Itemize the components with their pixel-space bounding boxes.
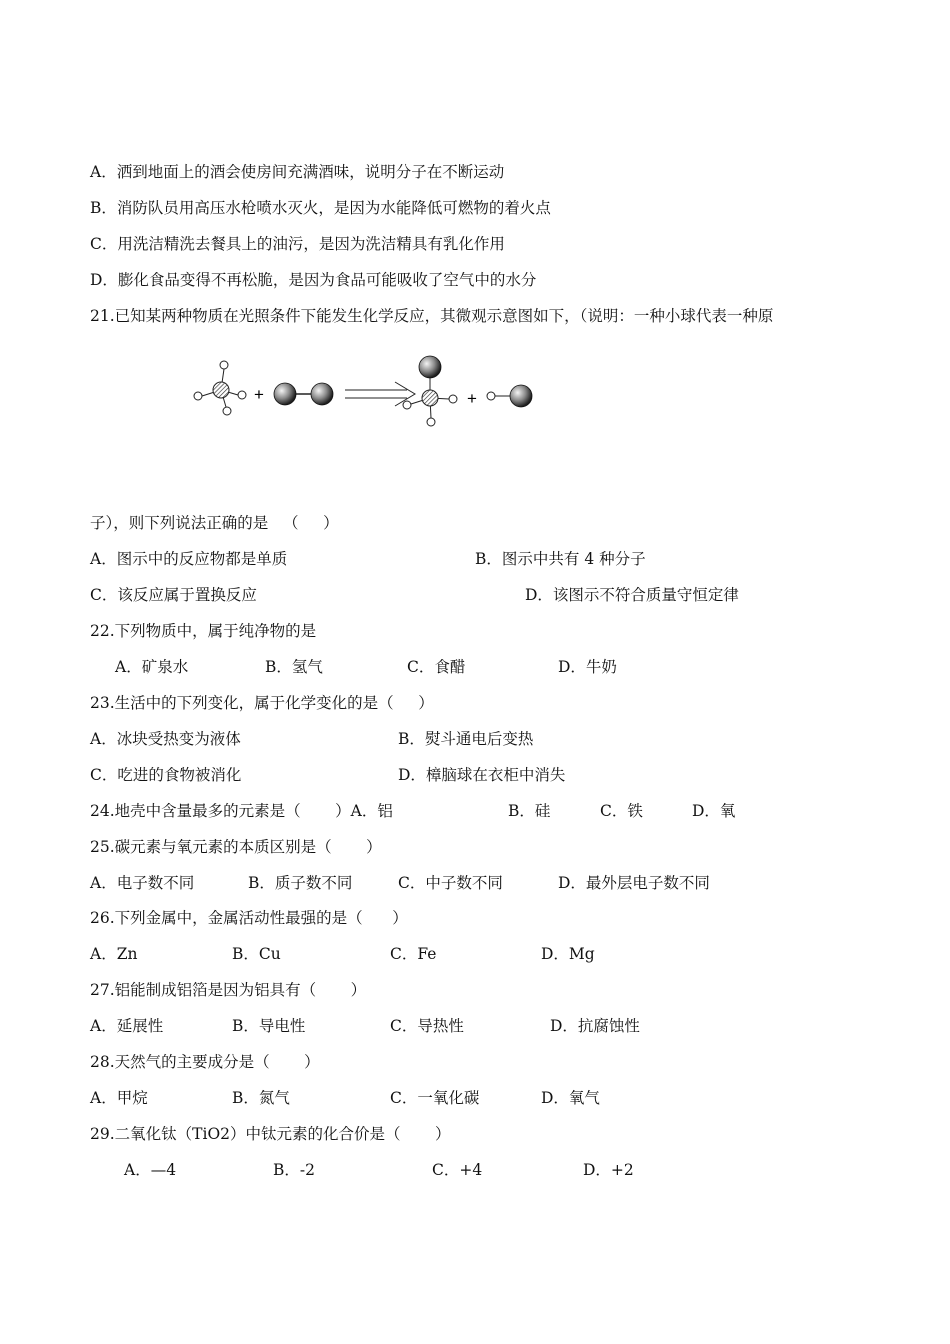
plus-sign-2: + [467, 389, 477, 408]
q27-option-a: A．延展性 [90, 1017, 164, 1035]
q21-stem-line2: 子），则下列说法正确的是 （ ） [90, 514, 339, 532]
q23-option-c: C．吃进的食物被消化 [90, 766, 242, 784]
q24-option-b: B．硅 [508, 802, 551, 820]
q25-option-a: A．电子数不同 [90, 874, 195, 892]
q21-option-d: D．该图示不符合质量守恒定律 [525, 586, 739, 604]
q29-stem: 29.二氧化钛（TiO2）中钛元素的化合价是（ ） [90, 1125, 451, 1143]
q20-option-a: A．洒到地面上的酒会使房间充满酒味，说明分子在不断运动 [90, 163, 505, 181]
q26-option-a: A．Zn [90, 945, 138, 963]
q23-stem: 23.生活中的下列变化，属于化学变化的是（ ） [90, 694, 434, 712]
q24-option-c: C．铁 [600, 802, 643, 820]
q21-stem-line1: 21.已知某两种物质在光照条件下能发生化学反应，其微观示意图如下，（说明：一种小球代表一种原 [90, 307, 774, 325]
q28-option-a: A．甲烷 [90, 1089, 148, 1107]
product-molecule-1 [403, 356, 457, 426]
q20-option-d: D．膨化食品变得不再松脆，是因为食品可能吸收了空气中的水分 [90, 271, 537, 289]
plus-sign-1: + [254, 385, 264, 404]
q22-option-b: B．氢气 [265, 658, 323, 676]
q29-option-a: A．—4 [124, 1161, 177, 1179]
q28-option-b: B．氮气 [232, 1089, 290, 1107]
q23-option-b: B．熨斗通电后变热 [398, 730, 534, 748]
q26-option-d: D．Mg [541, 945, 595, 963]
q25-option-b: B．质子数不同 [248, 874, 353, 892]
q26-stem: 26.下列金属中，金属活动性最强的是（ ） [90, 909, 408, 927]
q28-option-c: C．一氧化碳 [390, 1089, 480, 1107]
q22-stem: 22.下列物质中，属于纯净物的是 [90, 622, 317, 640]
q20-option-c: C．用洗洁精洗去餐具上的油污，是因为洗洁精具有乳化作用 [90, 235, 505, 253]
reaction-micro-diagram [185, 350, 545, 440]
q24-stem: 24.地壳中含量最多的元素是（ ）A．铝 [90, 802, 393, 820]
q21-option-b: B．图示中共有 4 种分子 [475, 550, 646, 568]
product-molecule-2 [487, 385, 532, 407]
q29-option-d: D．+2 [583, 1161, 634, 1179]
q22-option-a: A．矿泉水 [115, 658, 189, 676]
q29-option-b: B．-2 [273, 1161, 315, 1179]
q25-option-c: C．中子数不同 [398, 874, 503, 892]
q26-option-b: B．Cu [232, 945, 281, 963]
q26-option-c: C．Fe [390, 945, 437, 963]
q28-option-d: D．氧气 [541, 1089, 600, 1107]
q25-stem: 25.碳元素与氧元素的本质区别是（ ） [90, 838, 382, 856]
q29-option-c: C．+4 [432, 1161, 483, 1179]
q21-option-c: C．该反应属于置换反应 [90, 586, 257, 604]
q22-option-d: D．牛奶 [558, 658, 617, 676]
q22-option-c: C．食醋 [407, 658, 466, 676]
q25-option-d: D．最外层电子数不同 [558, 874, 710, 892]
q27-option-b: B．导电性 [232, 1017, 306, 1035]
q27-option-c: C．导热性 [390, 1017, 464, 1035]
q23-option-a: A．冰块受热变为液体 [90, 730, 241, 748]
q21-option-a: A．图示中的反应物都是单质 [90, 550, 288, 568]
q20-option-b: B．消防队员用高压水枪喷水灭火，是因为水能降低可燃物的着火点 [90, 199, 551, 217]
reactant-molecule-2 [274, 383, 333, 405]
q27-option-d: D．抗腐蚀性 [550, 1017, 640, 1035]
q24-option-d: D．氧 [692, 802, 736, 820]
q27-stem: 27.铝能制成铝箔是因为铝具有（ ） [90, 981, 367, 999]
q23-option-d: D．樟脑球在衣柜中消失 [398, 766, 566, 784]
q28-stem: 28.天然气的主要成分是（ ） [90, 1053, 320, 1071]
reactant-molecule-1 [194, 361, 246, 415]
